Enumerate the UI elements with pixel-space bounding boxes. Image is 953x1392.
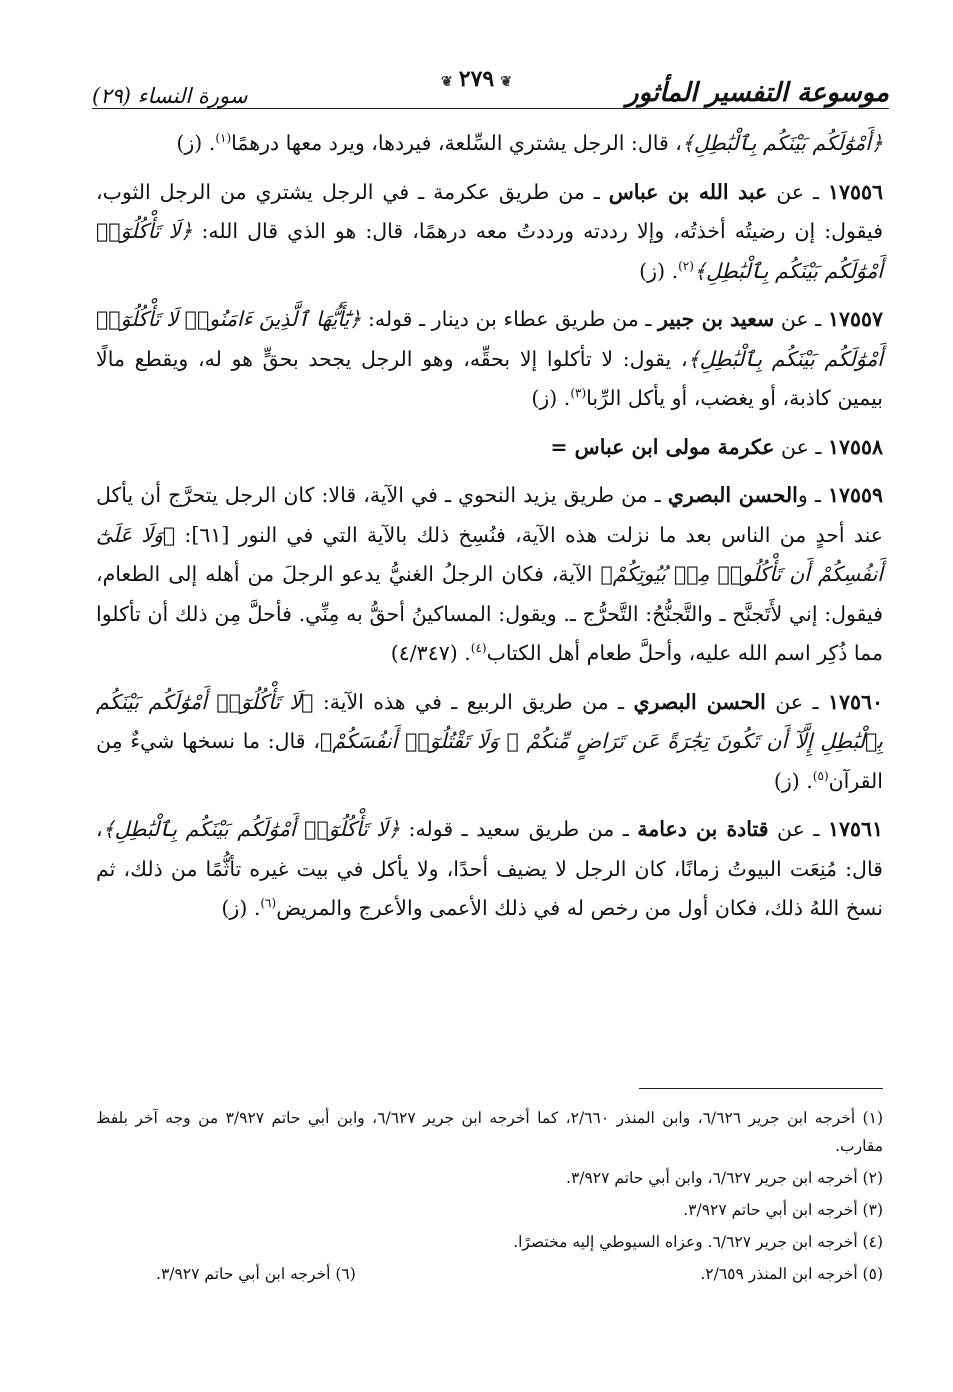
page-number: ٢٧٩ xyxy=(458,66,495,92)
paragraph-text: ـ عن xyxy=(774,307,828,331)
narrator-name: الحسن البصري xyxy=(667,483,798,507)
main-text xyxy=(96,124,883,938)
entry-number: ١٧٥٦٠ xyxy=(827,689,883,714)
entry-number: ١٧٥٥٩ xyxy=(827,483,883,507)
footnote-item: (٣) أخرجه ابن أبي حاتم ٣/٩٢٧. xyxy=(683,1201,883,1219)
footnote-ref[interactable]: (٦) xyxy=(260,896,277,911)
paragraph-text: ـ عن xyxy=(767,179,828,204)
paragraph-text: الآية، فكان الرجلُ الغنيُّ يدعو الرجلَ من أهله إلى الطعام، فيقول: إني لأَتَجنَّح ـ والتَّجنُّحُ: التَّحرُّج ـ. ويقول: المساكينُ أحقُّ به مِنِّي. فأحلَّ مِن ذلك أن تأكلوا مما ذُكِر اسم الله عليه، وأحلَّ طعام أهل الكتاب xyxy=(96,562,883,665)
paragraph-text: ، يقول: لا تأكلوا إلا بحقِّه، وهو الرجل يجحد بحقٍّ هو له، ويقطع مالًا بيمين كاذبة، أو يغضب، أو يأكل الرِّبا xyxy=(96,346,883,410)
surah-title: سورة النساء (٢٩) xyxy=(92,84,248,108)
paragraph-text: ـ عن xyxy=(768,817,828,841)
narrator-name: الحسن البصري xyxy=(633,689,766,714)
paragraph-text: ـ من طريق عكرمة ـ في الرجل يشتري من الرجل الثوب، فيقول: إن رضيتُه أخذتُه، وإلا رددته ورددتُ معه درهمًا، قال: هو الذي قال الله: xyxy=(96,179,883,243)
footnote-item: (٤) أخرجه ابن جرير ٦/٦٢٧. وعزاه السيوطي إليه مختصرًا. xyxy=(513,1233,883,1251)
athar-entry xyxy=(96,173,883,292)
footnote-ref[interactable]: (٣) xyxy=(570,386,587,401)
paragraph-text: ـ من طريق يزيد النحوي ـ في الآية، قالا: كان الرجل يتحرَّج أن يأكل عند أحدٍ من الناس بعد ما نزلت هذه الآية، فنُسِخ ذلك بالآية التي في النور [٦١]: xyxy=(96,483,884,547)
footnote-ref[interactable]: (٢) xyxy=(678,258,694,273)
paragraph-text: . (ز) xyxy=(639,258,679,283)
paragraph-text: ـ من طريق الربيع ـ في هذه الآية: xyxy=(313,689,634,714)
narrator-name: سعيد بن جبير xyxy=(658,307,775,331)
paragraph-text: . (ز) xyxy=(176,131,216,155)
quran-quote: ﴿لَا تَأْكُلُوٓا۟ أَمْوَٰلَكُم بَيْنَكُم بِٱلْبَٰطِلِ﴾ xyxy=(102,817,401,841)
paragraph-text: ، قال: مُنِعَت البيوتُ زمانًا، كان الرجل لا يضيف أحدًا، ولا يأكل في بيت غيره تأثُّمًا من ذلك، ثم نسخ اللهُ ذلك، فكان أول من رخص له في ذلك الأعمى والأعرج والمريض xyxy=(96,817,883,920)
footnote-separator xyxy=(639,1088,883,1089)
athar-entry xyxy=(96,476,883,674)
quran-quote: ﴿لَا تَأْكُلُوٓا۟ أَمْوَٰلَكُم بَيْنَكُم بِٱلْبَٰطِلِ إِلَّآ أَن تَكُونَ تِجَٰرَةً عَن تَرَاضٍ مِّنكُمْ ۚ وَلَا تَقْتُلُوٓا۟ أَنفُسَكُمْ﴾ xyxy=(96,689,884,753)
footnote-item: (٢) أخرجه ابن جرير ٦/٦٢٧، وابن أبي حاتم ٣/٩٢٧. xyxy=(566,1169,883,1187)
narrator-name: عبد الله بن عباس xyxy=(608,179,768,204)
book-title: موسوعة التفسير المأثور xyxy=(626,78,889,108)
paragraph-text: ـ من طريق سعيد ـ قوله: xyxy=(400,817,638,841)
quran-quote: ﴿أَمْوَٰلَكُم بَيْنَكُم بِٱلْبَٰطِلِ﴾ xyxy=(681,131,883,155)
paragraph-text: ، قال: الرجل يشتري السِّلعة، فيردها، ويرد معها درهمًا xyxy=(231,131,682,155)
paragraph-text: . (ز) xyxy=(531,386,571,410)
footnote-item: (٥) أخرجه ابن المنذر ٢/٦٥٩. xyxy=(700,1265,883,1283)
footnote-ref[interactable]: (٥) xyxy=(812,768,829,783)
paragraph-text: . (ز) xyxy=(773,768,813,793)
footnote-ref[interactable]: (٤) xyxy=(470,641,487,656)
footnote-pair xyxy=(96,1260,883,1288)
entry-number: ١٧٥٥٦ xyxy=(827,179,883,204)
paragraph-continued xyxy=(96,124,883,164)
footnote-item: (٦) أخرجه ابن أبي حاتم ٣/٩٢٧. xyxy=(156,1265,356,1283)
paragraph-text: ـ عن xyxy=(774,434,828,459)
athar-entry xyxy=(96,428,883,468)
entry-number: ١٧٥٦١ xyxy=(827,817,883,841)
header-rule xyxy=(92,108,889,109)
paragraph-text: ، قال: ما نسخها شيءٌ مِن القرآن xyxy=(96,729,883,793)
ornament-icon: ❦ xyxy=(500,74,512,90)
entry-number: ١٧٥٥٧ xyxy=(827,307,883,331)
footnotes xyxy=(96,1104,883,1288)
narrator-name: عكرمة مولى ابن عباس = xyxy=(550,434,775,459)
narrator-name: قتادة بن دعامة xyxy=(637,817,769,841)
entry-number: ١٧٥٥٨ xyxy=(827,434,883,459)
paragraph-text: ـ عن xyxy=(765,689,828,714)
page-number-block xyxy=(0,66,953,92)
paragraph-text: ـ من طريق عطاء بن دينار ـ قوله: xyxy=(361,307,658,331)
athar-entry xyxy=(96,683,883,802)
quran-quote: ﴿يَٰٓأَيُّهَا ٱلَّذِينَ ءَامَنُوا۟ لَا تَأْكُلُوٓا۟ أَمْوَٰلَكُم بَيْنَكُم بِٱلْبَٰطِلِ﴾ xyxy=(96,307,884,371)
ornament-icon: ❦ xyxy=(441,74,453,90)
paragraph-text: . (ز) xyxy=(221,896,261,920)
paragraph-text: ـ و xyxy=(797,483,828,507)
athar-entry xyxy=(96,300,883,419)
paragraph-text: . (٤/٣٤٧) xyxy=(390,641,471,665)
quran-quote: ﴿وَلَا عَلَىٰٓ أَنفُسِكُمْ أَن تَأْكُلُوا۟ مِنۢ بُيُوتِكُمْ﴾ xyxy=(96,522,883,586)
athar-entry xyxy=(96,810,883,929)
footnote-ref[interactable]: (١) xyxy=(215,131,232,146)
footnote-item: (١) أخرجه ابن جرير ٦/٦٢٦، وابن المنذر ٢/٦٦٠، كما أخرجه ابن جرير ٦/٦٢٧، وابن أبي حاتم ٣/٩٢٧ من وجه آخر بلفظ مقارب. xyxy=(96,1109,883,1155)
quran-quote: ﴿لَا تَأْكُلُوٓا۟ أَمْوَٰلَكُم بَيْنَكُم بِٱلْبَٰطِلِ﴾ xyxy=(96,219,883,283)
